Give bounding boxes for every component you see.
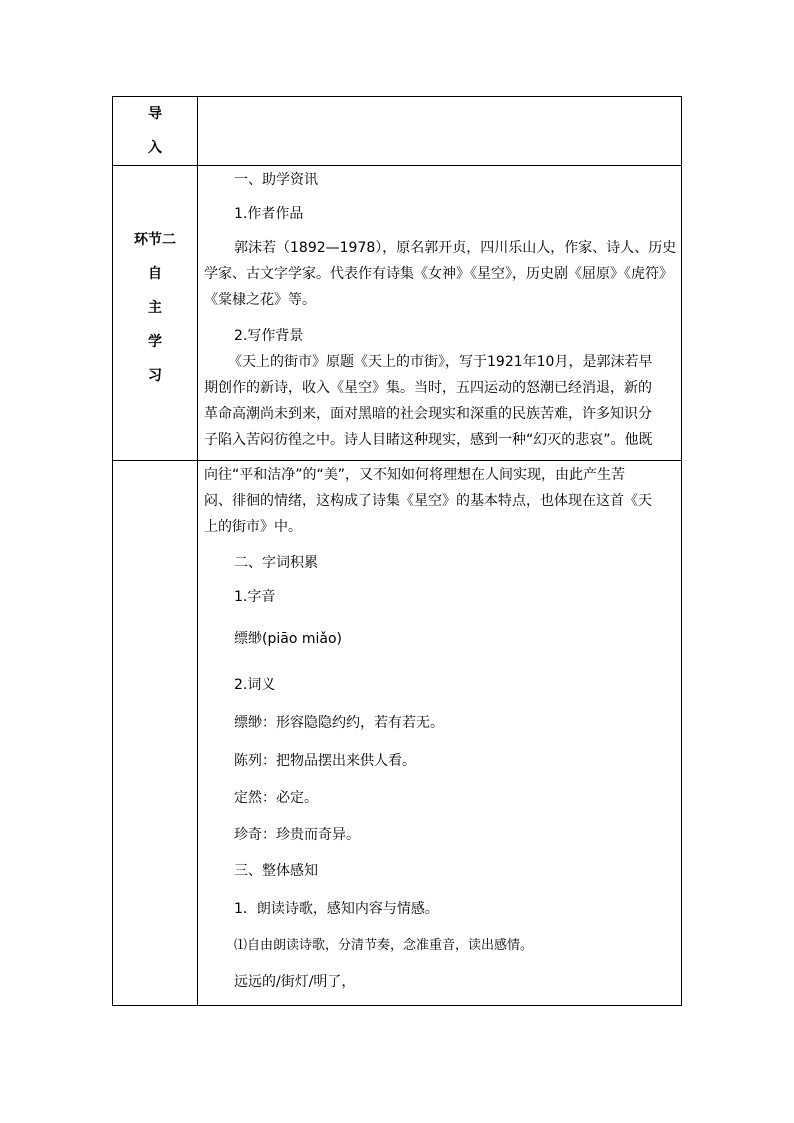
- pronunciation-item: 缥缈(piāo miǎo): [234, 631, 342, 647]
- label-cell-continued: [113, 461, 198, 1006]
- section2-title: 二、字词积累: [234, 555, 318, 571]
- meaning-item-1: 缥缈：形容隐隐约约，若有若无。: [234, 715, 444, 731]
- lesson-table: [112, 96, 682, 1006]
- label-char-zi: 自: [148, 266, 162, 282]
- section3-title: 三、整体感知: [234, 863, 318, 879]
- label-char-xue: 学: [148, 334, 162, 350]
- label-intro-char-2: 入: [148, 140, 162, 156]
- row-intro: [113, 97, 682, 166]
- label-cell-self-study: [113, 166, 198, 461]
- item1-title: 1.作者作品: [234, 206, 304, 222]
- continued-line-1: 向往“平和洁净”的“美”，又不知如何将理想在人间实现，由此产生苦: [204, 467, 626, 483]
- row-self-study: [113, 166, 682, 461]
- task1-title: 1．朗读诗歌，感知内容与情感。: [234, 901, 439, 917]
- content-cell-intro: [198, 97, 682, 166]
- author-line-1: 郭沫若（1892—1978），原名郭开贞，四川乐山人，作家、诗人、历史: [234, 240, 677, 256]
- pronunciation-title: 1.字音: [234, 589, 276, 605]
- label-char-xi: 习: [148, 368, 162, 384]
- background-line-1: 《天上的街市》原题《天上的市街》，写于1921年10月，是郭沫若早: [228, 354, 653, 370]
- poem-line: 远远的/街灯/明了，: [234, 974, 356, 990]
- label-char-zhu: 主: [148, 300, 162, 316]
- meaning-item-2: 陈列：把物品摆出来供人看。: [234, 753, 416, 769]
- item2-title: 2.写作背景: [234, 328, 304, 344]
- label-intro-char-1: 导: [148, 106, 162, 122]
- meaning-item-4: 珍奇：珍贵而奇异。: [234, 827, 360, 843]
- meaning-item-3: 定然：必定。: [234, 790, 318, 806]
- meaning-title: 2.词义: [234, 677, 276, 693]
- continued-line-3: 上的街市》中。: [204, 519, 302, 535]
- continued-line-2: 闷、徘徊的情绪，这构成了诗集《星空》的基本特点，也体现在这首《天: [204, 493, 652, 509]
- label-cell-intro: [113, 97, 198, 166]
- task1-subtask: ⑴自由朗读诗歌，分清节奏，念准重音，读出感情。: [234, 938, 534, 953]
- content-cell-continued: [198, 461, 682, 1006]
- background-line-4: 子陷入苦闷彷徨之中。诗人目睹这种现实，感到一种“幻灭的悲哀”。他既: [204, 432, 653, 448]
- label-step-two: 环节二: [134, 232, 176, 248]
- content-cell-self-study: [198, 166, 682, 461]
- author-line-2: 学家、古文字学家。代表作有诗集《女神》《星空》，历史剧《屈原》《虎符》: [204, 266, 673, 282]
- background-line-3: 革命高潮尚未到来，面对黑暗的社会现实和深重的民族苦难，许多知识分: [204, 406, 652, 422]
- section1-title: 一、助学资讯: [234, 172, 318, 188]
- row-continued: [113, 461, 682, 1006]
- author-line-3: 《棠棣之花》等。: [204, 292, 316, 308]
- background-line-2: 期创作的新诗，收入《星空》集。当时，五四运动的怒潮已经消退，新的: [204, 380, 652, 396]
